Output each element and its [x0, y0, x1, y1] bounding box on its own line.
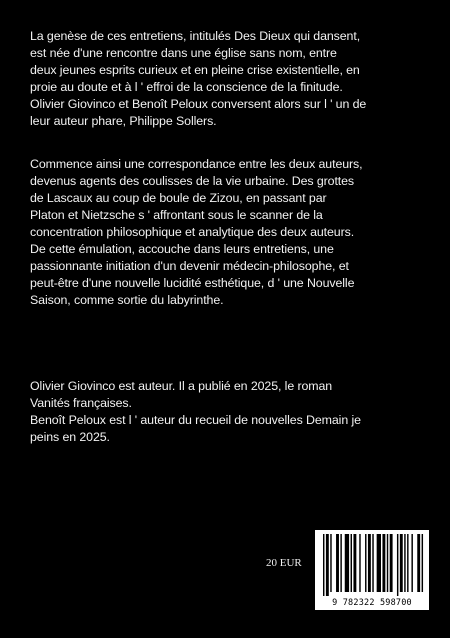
barcode-bar	[387, 534, 388, 592]
barcode-bar	[417, 534, 420, 592]
synopsis-text-2: Commence ainsi une correspondance entre les deux auteurs, devenus agents des coulisses de la vie urbaine. Des grottes de Lascaux au coup de boule de Zizou, en passant par Platon et Nietzsche s ' affrontant sous le scanner de la concentration philosophique et analytique des deux auteurs. De cette émulation, accouche dans leurs entretiens, une passionnante initiation d'un devenir médecin-philosophe, et peut-être d'une nouvelle lucidité esthétique, d ' une Nouvelle Saison, comme sortie du labyrinthe.	[30, 157, 363, 307]
barcode-bar	[382, 534, 385, 592]
barcode-bar	[323, 534, 324, 596]
barcode-bar	[407, 534, 408, 592]
barcode-bar	[372, 534, 373, 592]
barcode-bar	[411, 534, 412, 592]
barcode-bar	[400, 534, 403, 592]
barcode-bar	[359, 534, 360, 592]
barcode-bars	[315, 530, 429, 598]
authors-bio	[30, 378, 430, 446]
synopsis-paragraph-1	[30, 28, 430, 130]
synopsis-text-1: La genèse de ces entretiens, intitulés Des Dieux qui dansent, est née d'une rencontre dans une église sans nom, entre deux jeunes esprits curieux et en pleine crise existentielle, en proie au doute et à l ' effroi de la conscience de la finitude. Olivier Giovinco et Benoît Peloux conversent alors sur l ' un de leur auteur phare, Philippe Sollers.	[30, 29, 367, 128]
synopsis-paragraph-2	[30, 156, 430, 309]
barcode-bar	[351, 534, 352, 592]
barcode-bar	[340, 534, 341, 592]
barcode-bar	[365, 534, 366, 592]
isbn-barcode	[315, 530, 429, 610]
barcode-bar	[353, 534, 356, 592]
isbn-digits: 9 782322 598700	[332, 598, 412, 608]
barcode-bar	[397, 534, 398, 596]
barcode-bar	[390, 534, 393, 592]
barcode-bar	[326, 534, 329, 596]
barcode-bar	[336, 534, 339, 592]
barcode-bar	[377, 534, 381, 592]
barcode-bar	[345, 534, 349, 592]
price-label: 20 EUR	[266, 557, 302, 569]
barcode-bar	[368, 534, 371, 592]
authors-bio-text: Olivier Giovinco est auteur. Il a publié en 2025, le roman Vanités françaises. Benoît Peloux est l ' auteur du recueil de nouvelles Demain je peins en 2025.	[30, 379, 361, 444]
barcode-bar	[404, 534, 405, 592]
barcode-bar	[330, 534, 331, 592]
barcode-bar	[422, 534, 423, 592]
